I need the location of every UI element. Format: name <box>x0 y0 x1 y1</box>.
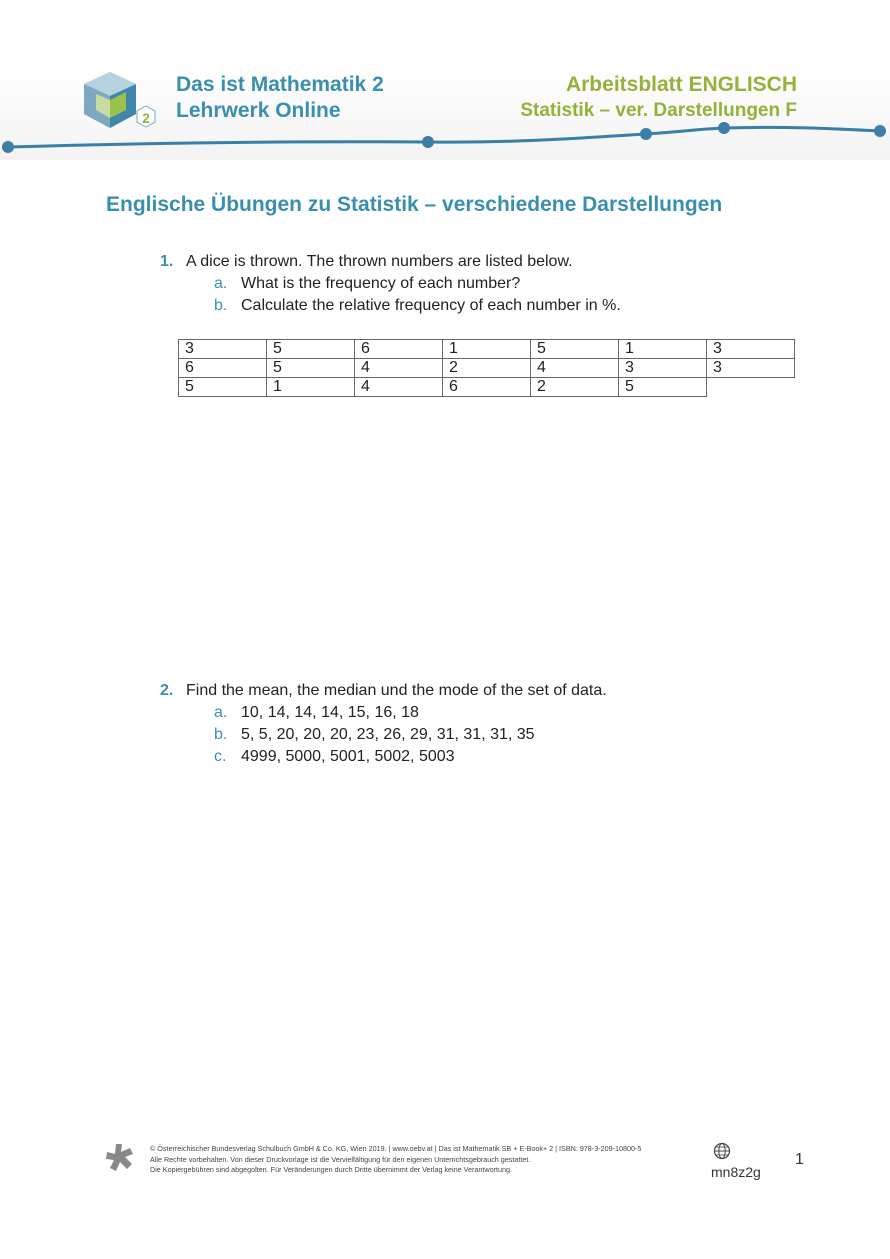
globe-link-icon[interactable] <box>713 1142 733 1160</box>
series-title-line1: Das ist Mathematik 2 <box>176 73 384 96</box>
table-cell: 2 <box>531 378 619 397</box>
table-cell: 4 <box>531 359 619 378</box>
online-code[interactable]: mn8z2g <box>711 1164 761 1180</box>
table-cell: 5 <box>531 340 619 359</box>
task-1-items <box>214 273 621 317</box>
table-cell: 1 <box>619 340 707 359</box>
series-title-line2: Lehrwerk Online <box>176 99 341 122</box>
task-number: 2. <box>160 682 174 699</box>
table-cell: 3 <box>707 340 795 359</box>
table-cell: 6 <box>443 378 531 397</box>
task-text: Find the mean, the median und the mode of the set of data. <box>186 682 607 699</box>
table-cell-empty <box>707 378 795 397</box>
dice-results-table <box>178 339 795 397</box>
footer-copyright <box>150 1144 641 1176</box>
publisher-logo-icon <box>104 1142 136 1172</box>
worksheet-title <box>520 72 797 124</box>
table-cell: 3 <box>179 340 267 359</box>
task-text: A dice is thrown. The thrown numbers are listed below. <box>186 253 573 270</box>
footer-line: Alle Rechte vorbehalten. Von dieser Druckvorlage ist die Vervielfältigung für den eigenen Unterrichtsgebrauch gestattet. <box>150 1154 531 1164</box>
page-title: Englische Übungen zu Statistik – verschiedene Darstellungen <box>106 193 723 216</box>
list-item: a. What is the frequency of each number? <box>214 275 521 292</box>
table-cell: 3 <box>619 359 707 378</box>
worksheet-title-line1: Arbeitsblatt ENGLISCH <box>565 73 797 96</box>
list-item: a. 10, 14, 14, 14, 15, 16, 18 <box>214 704 419 721</box>
line-dot <box>874 125 886 137</box>
table-cell: 5 <box>267 340 355 359</box>
table-cell: 4 <box>355 359 443 378</box>
table-cell: 6 <box>355 340 443 359</box>
cube-logo-icon <box>82 70 162 136</box>
list-item: b. 5, 5, 20, 20, 20, 23, 26, 29, 31, 31, 31, 35 <box>214 726 535 743</box>
table-row <box>179 359 795 378</box>
footer-line: © Österreichischer Bundesverlag Schulbuch GmbH & Co. KG, Wien 2019. | www.oebv.at | Das ist Mathematik SB + E-Book+ 2 | ISBN: 978-3-209-10800-5 <box>150 1144 642 1153</box>
svg-text:2: 2 <box>142 110 150 126</box>
table-cell: 5 <box>267 359 355 378</box>
worksheet-title-line2: Statistik – ver. Darstellungen F <box>520 100 797 121</box>
table-cell: 1 <box>267 378 355 397</box>
list-item: b. Calculate the relative frequency of each number in %. <box>214 297 621 314</box>
footer-line: Die Kopiergebühren sind abgegolten. Für Veränderungen durch Dritte übernimmt der Verlag keine Verantwortung. <box>150 1165 512 1174</box>
table-cell: 6 <box>179 359 267 378</box>
line-dot <box>422 136 434 148</box>
table-cell: 3 <box>707 359 795 378</box>
task-2 <box>160 680 607 768</box>
page-number: 1 <box>795 1151 804 1168</box>
series-title <box>176 72 384 124</box>
line-dot <box>2 141 14 153</box>
table-cell: 1 <box>443 340 531 359</box>
table-cell: 4 <box>355 378 443 397</box>
table-cell: 5 <box>179 378 267 397</box>
task-number: 1. <box>160 253 174 270</box>
table-cell: 5 <box>619 378 707 397</box>
line-dot <box>640 128 652 140</box>
table-row <box>179 378 795 397</box>
table-cell: 2 <box>443 359 531 378</box>
task-2-items <box>214 702 607 768</box>
table-row <box>179 340 795 359</box>
list-item: c. 4999, 5000, 5001, 5002, 5003 <box>214 748 455 765</box>
task-1 <box>160 251 621 317</box>
